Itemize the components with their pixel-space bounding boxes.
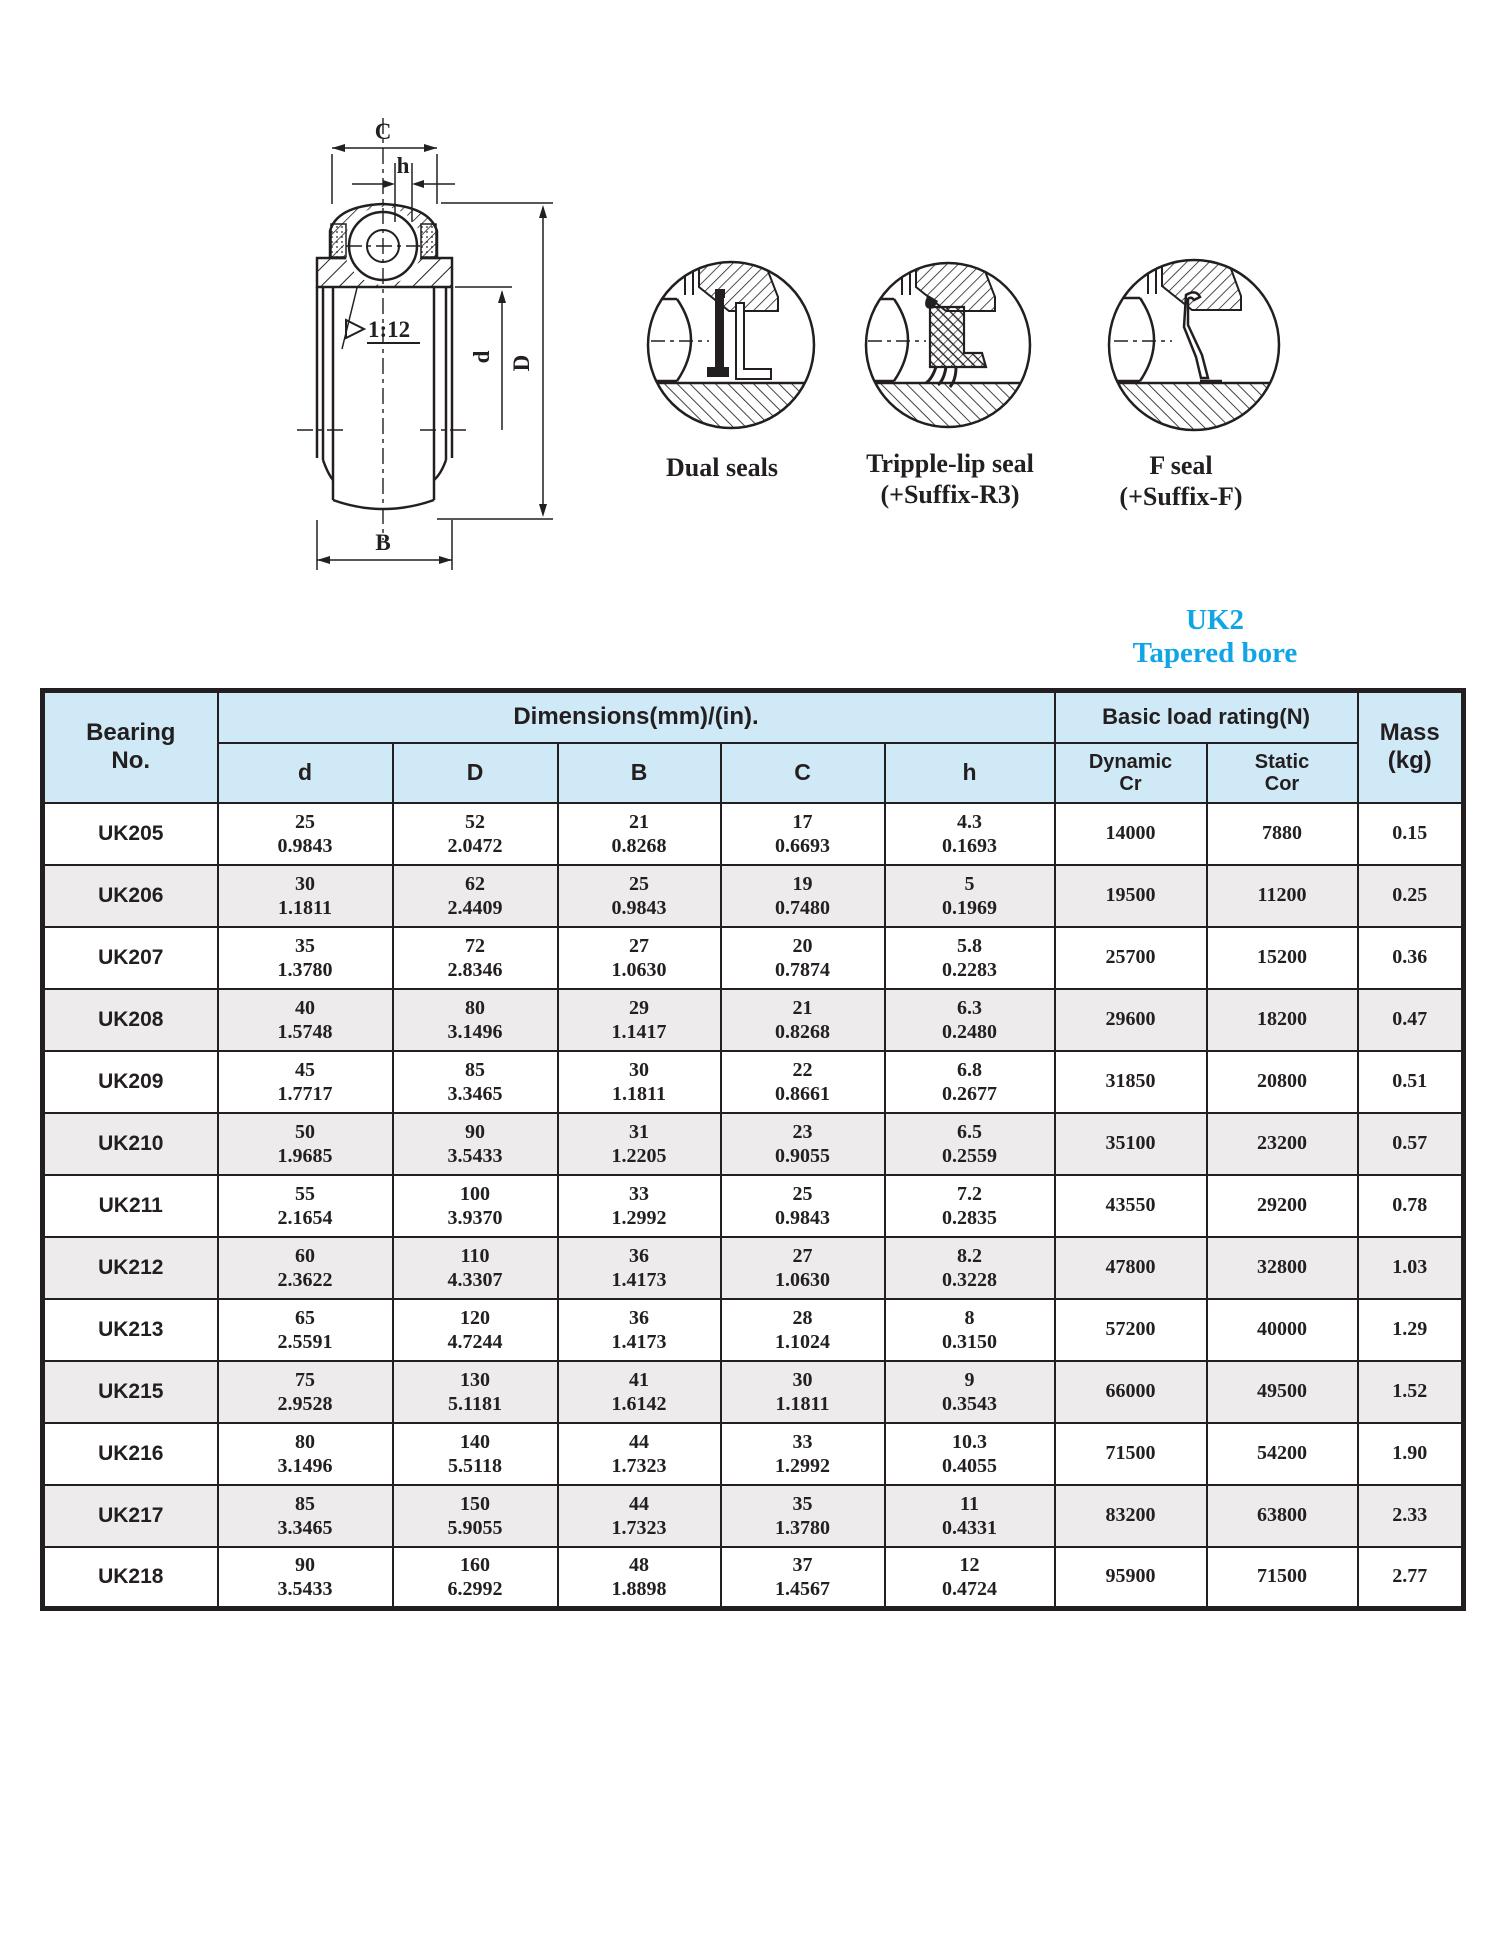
cell-dynamic-cr — [1055, 1237, 1207, 1299]
seal-caption-tripple-line2: (+Suffix-R3) — [880, 480, 1020, 509]
cell-dim-D — [393, 1423, 558, 1485]
mm-in-value: 37 1.4567 — [775, 1553, 830, 1600]
mm-in-value: 9 0.3543 — [942, 1368, 997, 1415]
cell-dim-B — [558, 1299, 721, 1361]
cell-dim-d — [218, 865, 393, 927]
header-mass — [1358, 691, 1464, 803]
value: 63800 — [1257, 1504, 1307, 1526]
value: UK205 — [98, 821, 164, 845]
seal-detail-f — [1106, 250, 1286, 435]
mm-in-value: 41 1.6142 — [611, 1368, 667, 1415]
value: UK208 — [98, 1007, 164, 1031]
series-bore-type: Tapered bore — [1132, 637, 1298, 669]
value: 1.90 — [1392, 1442, 1428, 1464]
cell-mass — [1358, 1423, 1464, 1485]
mm-in-value: 85 3.3465 — [277, 1492, 333, 1539]
cell-dim-D — [393, 989, 558, 1051]
dim-D — [437, 203, 553, 519]
cell-dim-B — [558, 865, 721, 927]
col-d-label: d — [297, 759, 313, 785]
cell-bearing-no — [43, 1485, 218, 1547]
cell-mass — [1358, 1113, 1464, 1175]
cell-dynamic-cr — [1055, 1299, 1207, 1361]
cell-static-cor — [1207, 1113, 1358, 1175]
mm-in-value: 6.5 0.2559 — [942, 1120, 997, 1167]
mm-in-value: 8.2 0.3228 — [942, 1244, 997, 1291]
value: UK218 — [98, 1564, 164, 1588]
cell-dim-B — [558, 1361, 721, 1423]
dim-label-C: C — [374, 119, 392, 144]
header-static-cor — [1207, 743, 1358, 803]
value: 32800 — [1257, 1256, 1307, 1278]
value: UK211 — [98, 1193, 163, 1217]
bearing-spec-table — [40, 688, 1466, 1611]
cell-dim-C — [721, 1175, 885, 1237]
table-row — [43, 1485, 1464, 1547]
table-row — [43, 1113, 1464, 1175]
mm-in-value: 72 2.8346 — [447, 934, 503, 981]
mm-in-value: 30 1.1811 — [278, 872, 332, 919]
value: 31850 — [1105, 1070, 1156, 1092]
value: 71500 — [1105, 1442, 1156, 1464]
cor-label: Cor — [1264, 772, 1300, 795]
cell-mass — [1358, 1051, 1464, 1113]
mm-in-value: 55 2.1654 — [277, 1182, 333, 1229]
cell-dim-d — [218, 1237, 393, 1299]
value: 57200 — [1105, 1318, 1156, 1340]
value: 83200 — [1105, 1504, 1156, 1526]
cell-bearing-no — [43, 1299, 218, 1361]
cell-mass — [1358, 865, 1464, 927]
series-code: UK2 — [1186, 604, 1244, 636]
mm-in-value: 85 3.3465 — [447, 1058, 503, 1105]
table-row — [43, 1361, 1464, 1423]
value: 35100 — [1105, 1132, 1156, 1154]
cell-dim-h — [885, 1299, 1055, 1361]
seal-left — [331, 224, 346, 257]
seal-detail-tripple — [860, 253, 1036, 433]
cell-dim-B — [558, 989, 721, 1051]
cell-dynamic-cr — [1055, 1051, 1207, 1113]
value: 0.78 — [1392, 1194, 1428, 1216]
mm-in-value: 160 6.2992 — [447, 1553, 503, 1600]
value: UK215 — [98, 1379, 164, 1403]
cell-mass — [1358, 989, 1464, 1051]
value: 23200 — [1257, 1132, 1307, 1154]
dim-label-d: d — [469, 350, 494, 364]
cell-dim-d — [218, 927, 393, 989]
static-label: Static — [1254, 750, 1310, 773]
cell-dim-d — [218, 1547, 393, 1609]
value: UK209 — [98, 1069, 164, 1093]
cell-dynamic-cr — [1055, 1547, 1207, 1609]
cell-dim-h — [885, 1113, 1055, 1175]
value: 15200 — [1257, 946, 1307, 968]
table-row — [43, 989, 1464, 1051]
cell-dynamic-cr — [1055, 803, 1207, 865]
cell-bearing-no — [43, 1237, 218, 1299]
cell-bearing-no — [43, 1361, 218, 1423]
cell-static-cor — [1207, 1175, 1358, 1237]
header-dimensions-label: Dimensions(mm)/(in). — [513, 703, 759, 731]
value: 1.29 — [1392, 1318, 1428, 1340]
cell-dim-C — [721, 1113, 885, 1175]
value: 54200 — [1257, 1442, 1307, 1464]
cell-dim-D — [393, 1547, 558, 1609]
cell-dim-D — [393, 1051, 558, 1113]
cell-static-cor — [1207, 1299, 1358, 1361]
value: 20800 — [1257, 1070, 1307, 1092]
cell-mass — [1358, 1237, 1464, 1299]
mm-in-value: 27 1.0630 — [775, 1244, 830, 1291]
value: 0.47 — [1392, 1008, 1428, 1030]
value: 0.36 — [1392, 946, 1428, 968]
mm-in-value: 36 1.4173 — [611, 1306, 667, 1353]
header-col-C — [721, 743, 885, 803]
mm-in-value: 11 0.4331 — [942, 1492, 997, 1539]
cell-dim-D — [393, 1299, 558, 1361]
cell-dim-B — [558, 1423, 721, 1485]
mm-in-value: 33 1.2992 — [611, 1182, 667, 1229]
cell-static-cor — [1207, 1051, 1358, 1113]
header-col-D — [393, 743, 558, 803]
value: UK217 — [98, 1503, 164, 1527]
cell-bearing-no — [43, 1547, 218, 1609]
cell-bearing-no — [43, 1113, 218, 1175]
header-mass-line1: Mass — [1379, 719, 1440, 747]
header-bearing-line2: No. — [111, 747, 151, 775]
header-col-d — [218, 743, 393, 803]
cell-mass — [1358, 803, 1464, 865]
table-row — [43, 1547, 1464, 1609]
cell-dim-d — [218, 1113, 393, 1175]
header-bearing-no — [43, 691, 218, 803]
cell-static-cor — [1207, 803, 1358, 865]
header-col-h — [885, 743, 1055, 803]
cell-dim-C — [721, 1361, 885, 1423]
cell-dynamic-cr — [1055, 1361, 1207, 1423]
value: 0.25 — [1392, 884, 1428, 906]
mm-in-value: 5.8 0.2283 — [942, 934, 997, 981]
seal-caption-dual: Dual seals — [666, 453, 778, 482]
cell-dim-h — [885, 865, 1055, 927]
mm-in-value: 8 0.3150 — [942, 1306, 997, 1353]
mm-in-value: 36 1.4173 — [611, 1244, 667, 1291]
cell-dim-D — [393, 1361, 558, 1423]
cell-dim-h — [885, 1485, 1055, 1547]
cell-dim-d — [218, 803, 393, 865]
header-dynamic-cr — [1055, 743, 1207, 803]
mm-in-value: 25 0.9843 — [277, 810, 333, 857]
mm-in-value: 48 1.8898 — [611, 1553, 667, 1600]
mm-in-value: 35 1.3780 — [775, 1492, 830, 1539]
cell-dim-B — [558, 1547, 721, 1609]
cell-dim-B — [558, 1051, 721, 1113]
cell-mass — [1358, 1175, 1464, 1237]
cell-dim-B — [558, 1175, 721, 1237]
mm-in-value: 44 1.7323 — [611, 1492, 667, 1539]
value: 0.51 — [1392, 1070, 1428, 1092]
table-row — [43, 1237, 1464, 1299]
mm-in-value: 45 1.7717 — [277, 1058, 333, 1105]
mm-in-value: 10.3 0.4055 — [942, 1430, 997, 1477]
cell-mass — [1358, 1361, 1464, 1423]
value: 40000 — [1257, 1318, 1307, 1340]
value: 43550 — [1105, 1194, 1156, 1216]
value: UK216 — [98, 1441, 164, 1465]
col-C-label: C — [794, 759, 811, 785]
taper-label: 1:12 — [368, 317, 411, 342]
mm-in-value: 7.2 0.2835 — [942, 1182, 997, 1229]
value: 47800 — [1105, 1256, 1156, 1278]
value: 95900 — [1105, 1565, 1156, 1588]
cell-static-cor — [1207, 927, 1358, 989]
mm-in-value: 19 0.7480 — [775, 872, 830, 919]
cell-dynamic-cr — [1055, 1423, 1207, 1485]
cell-dim-B — [558, 1485, 721, 1547]
mm-in-value: 30 1.1811 — [775, 1368, 830, 1415]
cell-dim-d — [218, 1423, 393, 1485]
cell-dynamic-cr — [1055, 1175, 1207, 1237]
mm-in-value: 150 5.9055 — [447, 1492, 503, 1539]
cell-dim-C — [721, 1299, 885, 1361]
mm-in-value: 120 4.7244 — [447, 1306, 503, 1353]
cell-dim-h — [885, 1423, 1055, 1485]
cell-dim-d — [218, 989, 393, 1051]
mm-in-value: 130 5.1181 — [448, 1368, 502, 1415]
mm-in-value: 12 0.4724 — [942, 1553, 997, 1600]
value: UK213 — [98, 1317, 164, 1341]
dynamic-label: Dynamic — [1088, 750, 1173, 773]
mm-in-value: 21 0.8268 — [611, 810, 667, 857]
mm-in-value: 62 2.4409 — [447, 872, 503, 919]
header-col-B — [558, 743, 721, 803]
mm-in-value: 90 3.5433 — [277, 1553, 333, 1600]
value: 14000 — [1105, 822, 1156, 844]
value: 19500 — [1105, 884, 1156, 906]
cell-dim-D — [393, 1237, 558, 1299]
value: 66000 — [1105, 1380, 1156, 1402]
cell-dim-B — [558, 927, 721, 989]
mm-in-value: 100 3.9370 — [447, 1182, 503, 1229]
seal-caption-tripple-line1: Tripple-lip seal — [866, 449, 1034, 478]
value: 0.57 — [1392, 1132, 1428, 1154]
cell-dim-B — [558, 1237, 721, 1299]
cell-dim-C — [721, 927, 885, 989]
cell-dim-D — [393, 1485, 558, 1547]
dim-label-h: h — [396, 153, 410, 178]
cell-dim-d — [218, 1485, 393, 1547]
table-row — [43, 1423, 1464, 1485]
cell-dim-C — [721, 989, 885, 1051]
cell-mass — [1358, 1547, 1464, 1609]
cell-dim-d — [218, 1175, 393, 1237]
cell-dim-h — [885, 1361, 1055, 1423]
cell-mass — [1358, 1485, 1464, 1547]
cell-bearing-no — [43, 1051, 218, 1113]
cell-bearing-no — [43, 803, 218, 865]
mm-in-value: 22 0.8661 — [775, 1058, 830, 1105]
cell-static-cor — [1207, 989, 1358, 1051]
mm-in-value: 6.3 0.2480 — [942, 996, 997, 1043]
value: UK212 — [98, 1255, 164, 1279]
value: UK210 — [98, 1131, 164, 1155]
table-row — [43, 865, 1464, 927]
cell-dynamic-cr — [1055, 1113, 1207, 1175]
cell-dim-C — [721, 1237, 885, 1299]
cell-dynamic-cr — [1055, 865, 1207, 927]
value: 1.03 — [1392, 1256, 1428, 1278]
value: UK207 — [98, 945, 164, 969]
header-mass-line2: (kg) — [1387, 747, 1432, 775]
cell-dim-D — [393, 803, 558, 865]
mm-in-value: 60 2.3622 — [277, 1244, 333, 1291]
value: 7880 — [1262, 822, 1302, 844]
cell-dim-C — [721, 865, 885, 927]
cell-dynamic-cr — [1055, 1485, 1207, 1547]
header-load-label: Basic load rating(N) — [1102, 704, 1310, 730]
cell-static-cor — [1207, 865, 1358, 927]
mm-in-value: 65 2.5591 — [277, 1306, 333, 1353]
cell-mass — [1358, 927, 1464, 989]
cell-static-cor — [1207, 1237, 1358, 1299]
cell-bearing-no — [43, 927, 218, 989]
cell-dim-D — [393, 1175, 558, 1237]
value: 71500 — [1257, 1565, 1307, 1588]
seal-caption-f-line2: (+Suffix-F) — [1119, 482, 1243, 511]
technical-drawing-panel — [0, 0, 1497, 680]
seal-right — [421, 224, 436, 257]
value: 29600 — [1105, 1008, 1156, 1030]
cell-dynamic-cr — [1055, 927, 1207, 989]
seal-caption-f-line1: F seal — [1149, 451, 1213, 480]
header-dimensions — [218, 691, 1055, 743]
mm-in-value: 80 3.1496 — [277, 1430, 333, 1477]
cell-dim-D — [393, 1113, 558, 1175]
header-bearing-line1: Bearing — [86, 719, 176, 747]
dim-label-D: D — [509, 354, 534, 372]
mm-in-value: 44 1.7323 — [611, 1430, 667, 1477]
series-label — [1040, 604, 1390, 670]
cell-dim-h — [885, 1175, 1055, 1237]
cell-dim-C — [721, 1547, 885, 1609]
mm-in-value: 5 0.1969 — [942, 872, 997, 919]
table-row — [43, 927, 1464, 989]
seal-detail-dual — [643, 253, 819, 433]
value: 25700 — [1105, 946, 1156, 968]
cr-label: Cr — [1119, 772, 1142, 795]
cell-dim-D — [393, 865, 558, 927]
mm-in-value: 30 1.1811 — [612, 1058, 666, 1105]
value: 11200 — [1257, 884, 1307, 906]
mm-in-value: 27 1.0630 — [611, 934, 667, 981]
mm-in-value: 23 0.9055 — [775, 1120, 830, 1167]
col-D-label: D — [466, 759, 484, 785]
mm-in-value: 140 5.5118 — [448, 1430, 502, 1477]
cell-dim-h — [885, 927, 1055, 989]
mm-in-value: 17 0.6693 — [775, 810, 830, 857]
cell-mass — [1358, 1299, 1464, 1361]
mm-in-value: 28 1.1024 — [775, 1306, 830, 1353]
value: 1.52 — [1392, 1380, 1428, 1402]
mm-in-value: 20 0.7874 — [775, 934, 830, 981]
cell-dim-C — [721, 1051, 885, 1113]
cell-dim-B — [558, 803, 721, 865]
value: 0.15 — [1392, 822, 1428, 844]
mm-in-value: 110 4.3307 — [447, 1244, 503, 1291]
value: 49500 — [1257, 1380, 1307, 1402]
cell-dim-C — [721, 1423, 885, 1485]
mm-in-value: 80 3.1496 — [447, 996, 503, 1043]
cell-bearing-no — [43, 865, 218, 927]
dim-label-B: B — [375, 530, 391, 555]
mm-in-value: 40 1.5748 — [277, 996, 333, 1043]
col-h-label: h — [962, 759, 977, 785]
mm-in-value: 75 2.9528 — [277, 1368, 333, 1415]
mm-in-value: 33 1.2992 — [775, 1430, 830, 1477]
cell-static-cor — [1207, 1361, 1358, 1423]
mm-in-value: 90 3.5433 — [447, 1120, 503, 1167]
cell-dim-C — [721, 803, 885, 865]
cell-dim-h — [885, 1237, 1055, 1299]
table-row — [43, 1175, 1464, 1237]
cell-dim-D — [393, 927, 558, 989]
cell-dim-h — [885, 1547, 1055, 1609]
cell-static-cor — [1207, 1547, 1358, 1609]
cell-dim-d — [218, 1299, 393, 1361]
col-B-label: B — [630, 759, 648, 785]
cell-dynamic-cr — [1055, 989, 1207, 1051]
cell-bearing-no — [43, 1423, 218, 1485]
cell-bearing-no — [43, 1175, 218, 1237]
cell-static-cor — [1207, 1423, 1358, 1485]
mm-in-value: 50 1.9685 — [277, 1120, 333, 1167]
cell-dim-h — [885, 1051, 1055, 1113]
mm-in-value: 35 1.3780 — [277, 934, 333, 981]
mm-in-value: 31 1.2205 — [611, 1120, 667, 1167]
cell-bearing-no — [43, 989, 218, 1051]
value: UK206 — [98, 883, 164, 907]
header-load-rating — [1055, 691, 1358, 743]
value: 29200 — [1257, 1194, 1307, 1216]
mm-in-value: 25 0.9843 — [775, 1182, 830, 1229]
table-row — [43, 803, 1464, 865]
mm-in-value: 52 2.0472 — [447, 810, 503, 857]
dim-C — [332, 144, 437, 204]
cell-static-cor — [1207, 1485, 1358, 1547]
mm-in-value: 4.3 0.1693 — [942, 810, 997, 857]
mm-in-value: 6.8 0.2677 — [942, 1058, 997, 1105]
cell-dim-h — [885, 989, 1055, 1051]
value: 2.77 — [1392, 1565, 1428, 1588]
value: 18200 — [1257, 1008, 1307, 1030]
cell-dim-B — [558, 1113, 721, 1175]
table-row — [43, 1051, 1464, 1113]
cell-dim-d — [218, 1051, 393, 1113]
cell-dim-C — [721, 1485, 885, 1547]
cell-dim-h — [885, 803, 1055, 865]
mm-in-value: 25 0.9843 — [611, 872, 667, 919]
main-bearing-drawing — [297, 118, 553, 570]
cell-dim-d — [218, 1361, 393, 1423]
table-row — [43, 1299, 1464, 1361]
mm-in-value: 21 0.8268 — [775, 996, 830, 1043]
value: 2.33 — [1392, 1504, 1428, 1526]
mm-in-value: 29 1.1417 — [611, 996, 667, 1043]
